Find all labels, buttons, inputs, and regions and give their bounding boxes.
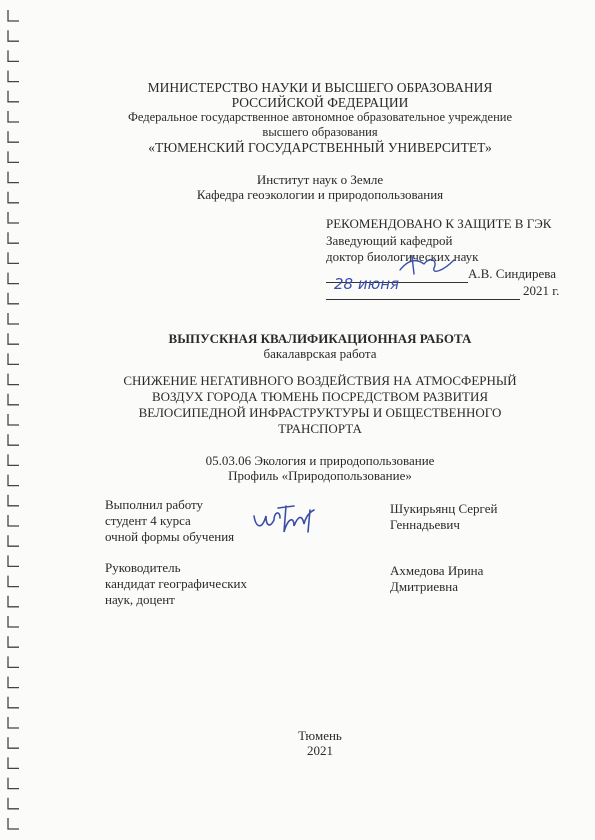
student-role-line-1: Выполнил работу — [105, 497, 204, 512]
topic-line-1: СНИЖЕНИЕ НЕГАТИВНОГО ВОЗДЕЙСТВИЯ НА АТМОСФЕРНЫЙ — [123, 373, 517, 388]
binding-mark — [8, 495, 19, 506]
university-name: «ТЮМЕНСКИЙ ГОСУДАРСТВЕННЫЙ УНИВЕРСИТЕТ» — [148, 140, 492, 155]
student-role-line-2: студент 4 курса — [105, 513, 191, 528]
program-profile: Профиль «Природопользование» — [228, 468, 412, 483]
binding-mark — [8, 192, 19, 203]
binding-mark — [8, 353, 19, 364]
footer-block — [60, 728, 580, 758]
binding-mark — [8, 818, 19, 829]
footer-city: Тюмень — [298, 728, 342, 743]
binding-mark — [8, 636, 19, 647]
supervisor-role-line-1: Руководитель — [105, 560, 181, 575]
student-name — [390, 501, 497, 533]
binding-mark — [8, 475, 19, 486]
binding-mark — [8, 71, 19, 82]
approval-position: Заведующий кафедрой — [326, 232, 453, 248]
topic-line-2: ВОЗДУХ ГОРОДА ТЮМЕНЬ ПОСРЕДСТВОМ РАЗВИТИЯ — [151, 389, 489, 404]
binding-mark — [8, 656, 19, 667]
binding-mark — [8, 717, 19, 728]
head-signature-icon — [394, 252, 464, 278]
thesis-header — [60, 331, 580, 361]
department-name: Кафедра геоэкологии и природопользования — [196, 187, 444, 202]
institute-block — [60, 172, 580, 202]
binding-mark — [8, 677, 19, 688]
binding-mark — [8, 555, 19, 566]
binding-mark — [8, 30, 19, 41]
binding-mark — [8, 232, 19, 243]
binding-mark — [8, 10, 19, 21]
binding-mark — [8, 515, 19, 526]
binding-mark — [8, 91, 19, 102]
approval-title: РЕКОМЕНДОВАНО К ЗАЩИТЕ В ГЭК — [326, 216, 552, 231]
binding-mark — [8, 313, 19, 324]
binding-mark — [8, 333, 19, 344]
binding-mark — [8, 293, 19, 304]
student-signature-icon — [250, 502, 322, 538]
ministry-header — [60, 80, 580, 155]
footer-year: 2021 — [307, 743, 333, 758]
supervisor-role — [105, 560, 247, 608]
head-name: А.В. Синдирева — [468, 266, 556, 281]
supervisor-name — [390, 563, 483, 595]
binding-mark — [8, 697, 19, 708]
student-role-line-3: очной формы обучения — [105, 529, 235, 544]
thesis-subtype: бакалаврская работа — [263, 346, 377, 361]
supervisor-name-line-2: Дмитриевна — [390, 579, 458, 594]
binding-mark — [8, 212, 19, 223]
binding-mark — [8, 434, 19, 445]
institute-name: Институт наук о Земле — [256, 172, 384, 187]
supervisor-role-line-2: кандидат географических — [105, 576, 247, 591]
student-name-line-2: Геннадьевич — [390, 517, 460, 532]
binding-mark — [8, 414, 19, 425]
binding-mark — [8, 757, 19, 768]
student-name-line-1: Шукирьянц Сергей — [390, 501, 498, 516]
binding-mark — [8, 394, 19, 405]
thesis-type: ВЫПУСКНАЯ КВАЛИФИКАЦИОННАЯ РАБОТА — [168, 331, 472, 346]
binding-mark — [8, 778, 19, 789]
program-code: 05.03.06 Экология и природопользование — [205, 453, 435, 468]
binding-mark — [8, 616, 19, 627]
binding-mark — [8, 151, 19, 162]
program-block — [60, 453, 580, 483]
binding-mark — [8, 737, 19, 748]
binding-mark — [8, 454, 19, 465]
binding-mark — [8, 535, 19, 546]
thesis-topic — [60, 373, 580, 437]
approval-degree: доктор биологических наук — [326, 249, 479, 264]
binding-mark — [8, 111, 19, 122]
binding-mark — [8, 596, 19, 607]
ministry-line-1: МИНИСТЕРСТВО НАУКИ И ВЫСШЕГО ОБРАЗОВАНИЯ — [147, 80, 493, 95]
supervisor-name-line-1: Ахмедова Ирина — [390, 563, 484, 578]
spiral-binding — [0, 0, 34, 840]
binding-mark — [8, 172, 19, 183]
binding-mark — [8, 576, 19, 587]
supervisor-role-line-3: наук, доцент — [105, 592, 175, 607]
approval-year: 2021 г. — [523, 283, 560, 298]
binding-mark — [8, 131, 19, 142]
higher-education-line: высшего образования — [262, 125, 378, 139]
binding-mark — [8, 273, 19, 284]
binding-mark — [8, 798, 19, 809]
binding-mark — [8, 374, 19, 385]
topic-line-4: ТРАНСПОРТА — [278, 421, 362, 436]
federal-institution-line: Федеральное государственное автономное образовательное учреждение — [127, 110, 513, 124]
binding-mark — [8, 252, 19, 263]
binding-mark — [8, 50, 19, 61]
handwritten-date: 28 июня — [334, 275, 400, 293]
student-role — [105, 497, 234, 545]
ministry-line-2: РОССИЙСКОЙ ФЕДЕРАЦИИ — [231, 95, 409, 110]
topic-line-3: ВЕЛОСИПЕДНОЙ ИНФРАСТРУКТУРЫ И ОБЩЕСТВЕННОГО — [138, 405, 502, 420]
